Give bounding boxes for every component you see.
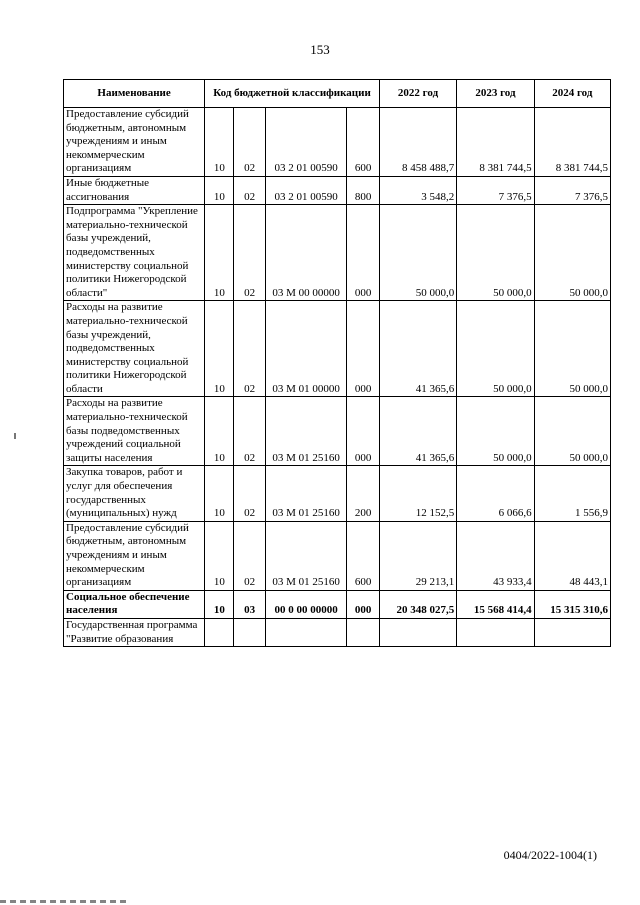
row-target-article: 03 М 01 25160 — [265, 397, 347, 466]
row-name: Закупка товаров, работ и услуг для обеспечения государственных (муниципальных) нужд — [64, 466, 205, 521]
row-name: Предоставление субсидий бюджетным, автономным учреждениям и иным некоммерческим организациям — [64, 521, 205, 590]
row-expense-type: 200 — [347, 466, 379, 521]
row-value-2024: 50 000,0 — [534, 397, 610, 466]
row-section: 10 — [205, 301, 234, 397]
row-name: Расходы на развитие материально-технической базы подведомственных учреждений социальной защиты населения — [64, 397, 205, 466]
row-section: 10 — [205, 108, 234, 177]
row-value-2022: 41 365,6 — [379, 301, 456, 397]
row-name: Государственная программа "Развитие образования — [64, 618, 205, 646]
row-name: Предоставление субсидий бюджетным, автономным учреждениям и иным некоммерческим организациям — [64, 108, 205, 177]
row-section: 10 — [205, 397, 234, 466]
row-section: 10 — [205, 466, 234, 521]
table-row — [64, 521, 611, 590]
row-value-2023: 15 568 414,4 — [457, 590, 534, 618]
row-section: 10 — [205, 521, 234, 590]
row-value-2022: 8 458 488,7 — [379, 108, 456, 177]
row-subsection: 02 — [234, 301, 265, 397]
row-subsection: 02 — [234, 521, 265, 590]
table-row — [64, 466, 611, 521]
row-value-2024: 15 315 310,6 — [534, 590, 610, 618]
row-value-2024: 7 376,5 — [534, 176, 610, 204]
row-value-2023: 6 066,6 — [457, 466, 534, 521]
row-expense-type: 000 — [347, 301, 379, 397]
row-value-2023: 7 376,5 — [457, 176, 534, 204]
row-value-2024: 50 000,0 — [534, 301, 610, 397]
row-expense-type: 000 — [347, 205, 379, 301]
row-value-2023: 43 933,4 — [457, 521, 534, 590]
table-row — [64, 618, 611, 646]
row-target-article: 03 М 01 25160 — [265, 466, 347, 521]
row-subsection — [234, 618, 265, 646]
table-row — [64, 397, 611, 466]
header-2022: 2022 год — [379, 80, 456, 108]
row-target-article: 00 0 00 00000 — [265, 590, 347, 618]
row-name: Иные бюджетные ассигнования — [64, 176, 205, 204]
row-target-article: 03 М 01 00000 — [265, 301, 347, 397]
row-name: Социальное обеспечение населения — [64, 590, 205, 618]
row-target-article — [265, 618, 347, 646]
row-value-2023 — [457, 618, 534, 646]
header-code: Код бюджетной классификации — [205, 80, 380, 108]
row-value-2024: 48 443,1 — [534, 521, 610, 590]
row-value-2024 — [534, 618, 610, 646]
row-expense-type: 000 — [347, 397, 379, 466]
table-row — [64, 590, 611, 618]
header-2024: 2024 год — [534, 80, 610, 108]
row-target-article: 03 М 00 00000 — [265, 205, 347, 301]
table-row — [64, 176, 611, 204]
row-value-2022: 12 152,5 — [379, 466, 456, 521]
page-number: 153 — [310, 42, 330, 57]
row-value-2022 — [379, 618, 456, 646]
table-row — [64, 205, 611, 301]
row-expense-type: 000 — [347, 590, 379, 618]
row-section — [205, 618, 234, 646]
row-value-2022: 41 365,6 — [379, 397, 456, 466]
row-expense-type: 600 — [347, 521, 379, 590]
row-name: Расходы на развитие материально-технической базы учреждений, подведомственных министерству социальной политики Нижегородской области — [64, 301, 205, 397]
row-target-article: 03 2 01 00590 — [265, 176, 347, 204]
row-expense-type — [347, 618, 379, 646]
table-header-row — [64, 80, 611, 108]
row-subsection: 02 — [234, 176, 265, 204]
row-section: 10 — [205, 590, 234, 618]
row-target-article: 03 М 01 25160 — [265, 521, 347, 590]
row-value-2024: 8 381 744,5 — [534, 108, 610, 177]
document-number: 0404/2022-1004(1) — [503, 848, 597, 862]
row-subsection: 02 — [234, 466, 265, 521]
header-name: Наименование — [64, 80, 205, 108]
row-value-2024: 1 556,9 — [534, 466, 610, 521]
table-row — [64, 108, 611, 177]
row-subsection: 03 — [234, 590, 265, 618]
row-name: Подпрограмма "Укрепление материально-технической базы учреждений, подведомственных министерству социальной политики Нижегородской области" — [64, 205, 205, 301]
table-row — [64, 301, 611, 397]
row-value-2023: 8 381 744,5 — [457, 108, 534, 177]
row-target-article: 03 2 01 00590 — [265, 108, 347, 177]
row-value-2022: 20 348 027,5 — [379, 590, 456, 618]
row-expense-type: 800 — [347, 176, 379, 204]
row-value-2023: 50 000,0 — [457, 205, 534, 301]
row-value-2022: 3 548,2 — [379, 176, 456, 204]
row-subsection: 02 — [234, 397, 265, 466]
row-section: 10 — [205, 205, 234, 301]
row-subsection: 02 — [234, 205, 265, 301]
scan-margin-mark — [14, 433, 16, 439]
row-expense-type: 600 — [347, 108, 379, 177]
header-2023: 2023 год — [457, 80, 534, 108]
row-value-2023: 50 000,0 — [457, 301, 534, 397]
row-value-2022: 50 000,0 — [379, 205, 456, 301]
scan-edge-mark — [0, 900, 130, 903]
row-value-2023: 50 000,0 — [457, 397, 534, 466]
row-subsection: 02 — [234, 108, 265, 177]
row-value-2022: 29 213,1 — [379, 521, 456, 590]
budget-table — [63, 79, 611, 647]
row-value-2024: 50 000,0 — [534, 205, 610, 301]
row-section: 10 — [205, 176, 234, 204]
